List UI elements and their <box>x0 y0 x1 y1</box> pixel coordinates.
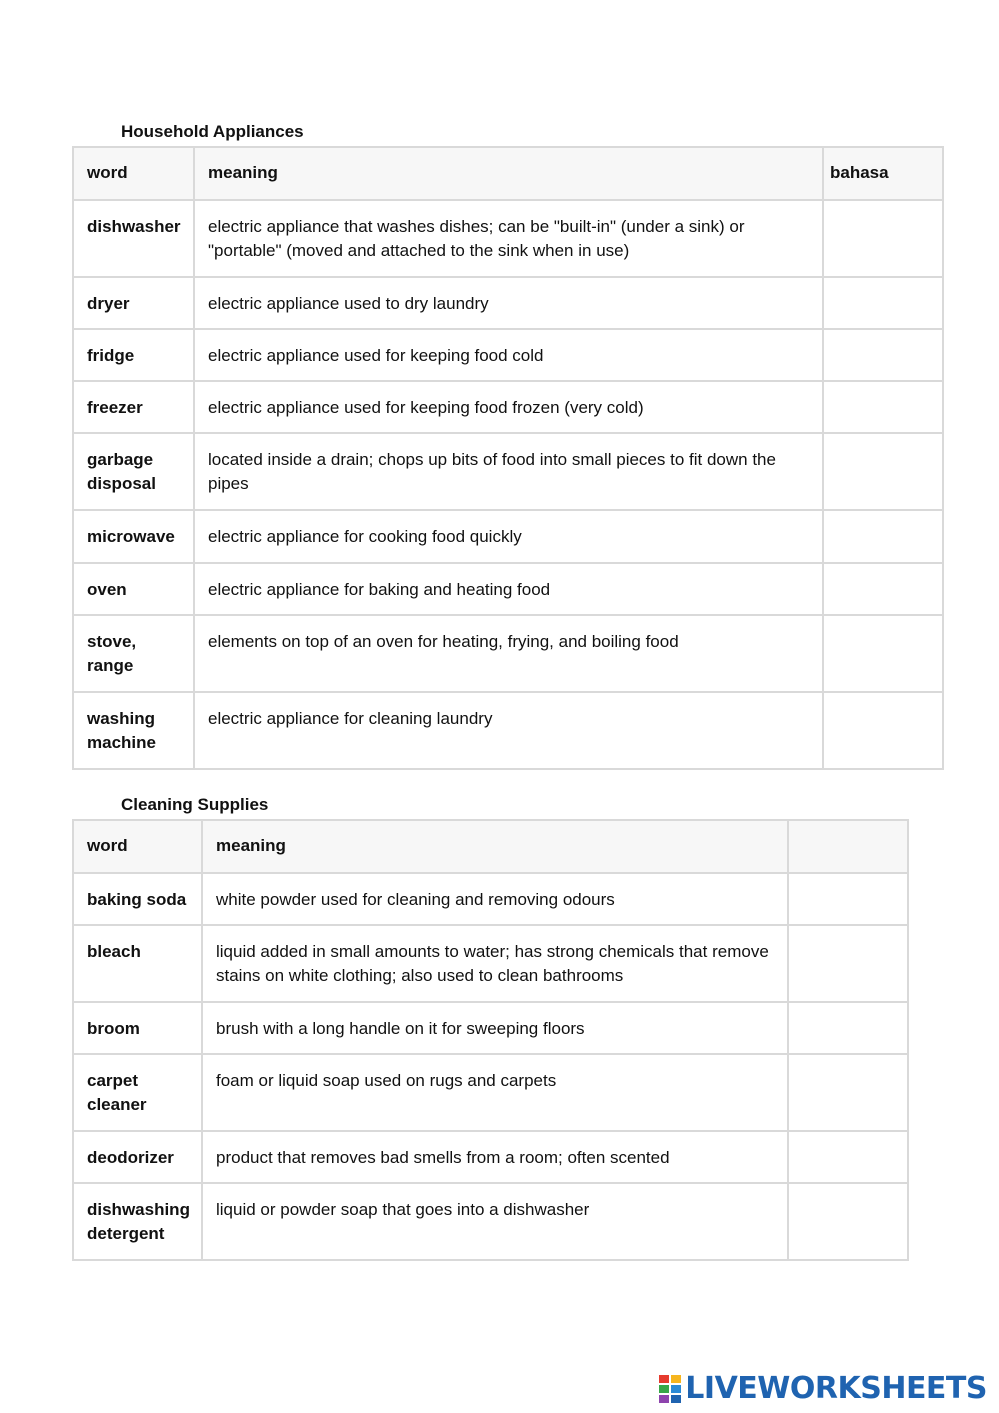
bahasa-answer-cell[interactable] <box>823 381 943 433</box>
table-header-row <box>73 820 908 873</box>
answer-cell[interactable] <box>788 925 908 1002</box>
header-bahasa: bahasa <box>823 147 943 200</box>
word-cell: dishwashing detergent <box>73 1183 202 1260</box>
liveworksheets-logo-icon <box>658 1373 682 1405</box>
table-row <box>73 1183 908 1260</box>
word-cell: baking soda <box>73 873 202 925</box>
bahasa-answer-cell[interactable] <box>823 329 943 381</box>
answer-cell[interactable] <box>788 873 908 925</box>
table-row <box>73 277 943 329</box>
header-meaning: meaning <box>194 147 823 200</box>
liveworksheets-brand[interactable] <box>658 1372 987 1406</box>
header-meaning: meaning <box>202 820 788 873</box>
table-row <box>73 1131 908 1183</box>
table-row <box>73 1002 908 1054</box>
meaning-cell: white powder used for cleaning and removing odours <box>202 873 788 925</box>
meaning-cell: electric appliance for cooking food quickly <box>194 510 823 563</box>
bahasa-answer-cell[interactable] <box>823 692 943 769</box>
table-row <box>73 615 943 692</box>
table-row <box>73 873 908 925</box>
meaning-cell: product that removes bad smells from a room; often scented <box>202 1131 788 1183</box>
meaning-cell: electric appliance that washes dishes; can be "built-in" (under a sink) or "portable" (moved and attached to the sink when in use) <box>194 200 823 277</box>
word-cell: garbage disposal <box>73 433 194 510</box>
meaning-cell: located inside a drain; chops up bits of food into small pieces to fit down the pipes <box>194 433 823 510</box>
word-cell: fridge <box>73 329 194 381</box>
table-row <box>73 200 943 277</box>
table-row <box>73 563 943 615</box>
answer-cell[interactable] <box>788 1183 908 1260</box>
bahasa-answer-cell[interactable] <box>823 433 943 510</box>
table-row <box>73 329 943 381</box>
table-row <box>73 925 908 1002</box>
bahasa-answer-cell[interactable] <box>823 563 943 615</box>
word-cell: dryer <box>73 277 194 329</box>
meaning-cell: electric appliance for baking and heating food <box>194 563 823 615</box>
header-word: word <box>73 147 194 200</box>
word-cell: dishwasher <box>73 200 194 277</box>
meaning-cell: liquid added in small amounts to water; has strong chemicals that remove stains on white clothing; also used to clean bathrooms <box>202 925 788 1002</box>
bahasa-answer-cell[interactable] <box>823 510 943 563</box>
word-cell: broom <box>73 1002 202 1054</box>
table-header-row <box>73 147 943 200</box>
header-blank <box>788 820 908 873</box>
cleaning-title: Cleaning Supplies <box>121 795 269 814</box>
bahasa-answer-cell[interactable] <box>823 200 943 277</box>
word-cell: bleach <box>73 925 202 1002</box>
word-cell: microwave <box>73 510 194 563</box>
table-row <box>73 1054 908 1131</box>
bahasa-answer-cell[interactable] <box>823 277 943 329</box>
word-cell: carpet cleaner <box>73 1054 202 1131</box>
meaning-cell: electric appliance used for keeping food cold <box>194 329 823 381</box>
meaning-cell: electric appliance used for keeping food frozen (very cold) <box>194 381 823 433</box>
meaning-cell: brush with a long handle on it for sweeping floors <box>202 1002 788 1054</box>
meaning-cell: electric appliance for cleaning laundry <box>194 692 823 769</box>
cleaning-table <box>72 819 909 1261</box>
meaning-cell: electric appliance used to dry laundry <box>194 277 823 329</box>
brand-name: LIVEWORKSHEETS <box>685 1371 987 1406</box>
table-row <box>73 692 943 769</box>
answer-cell[interactable] <box>788 1131 908 1183</box>
header-word: word <box>73 820 202 873</box>
word-cell: freezer <box>73 381 194 433</box>
appliances-title: Household Appliances <box>121 122 304 141</box>
table-row <box>73 381 943 433</box>
word-cell: washing machine <box>73 692 194 769</box>
word-cell: deodorizer <box>73 1131 202 1183</box>
word-cell: stove, range <box>73 615 194 692</box>
word-cell: oven <box>73 563 194 615</box>
bahasa-answer-cell[interactable] <box>823 615 943 692</box>
table-row <box>73 433 943 510</box>
table-row <box>73 510 943 563</box>
meaning-cell: liquid or powder soap that goes into a dishwasher <box>202 1183 788 1260</box>
answer-cell[interactable] <box>788 1002 908 1054</box>
answer-cell[interactable] <box>788 1054 908 1131</box>
meaning-cell: foam or liquid soap used on rugs and carpets <box>202 1054 788 1131</box>
meaning-cell: elements on top of an oven for heating, frying, and boiling food <box>194 615 823 692</box>
appliances-table <box>72 146 944 770</box>
